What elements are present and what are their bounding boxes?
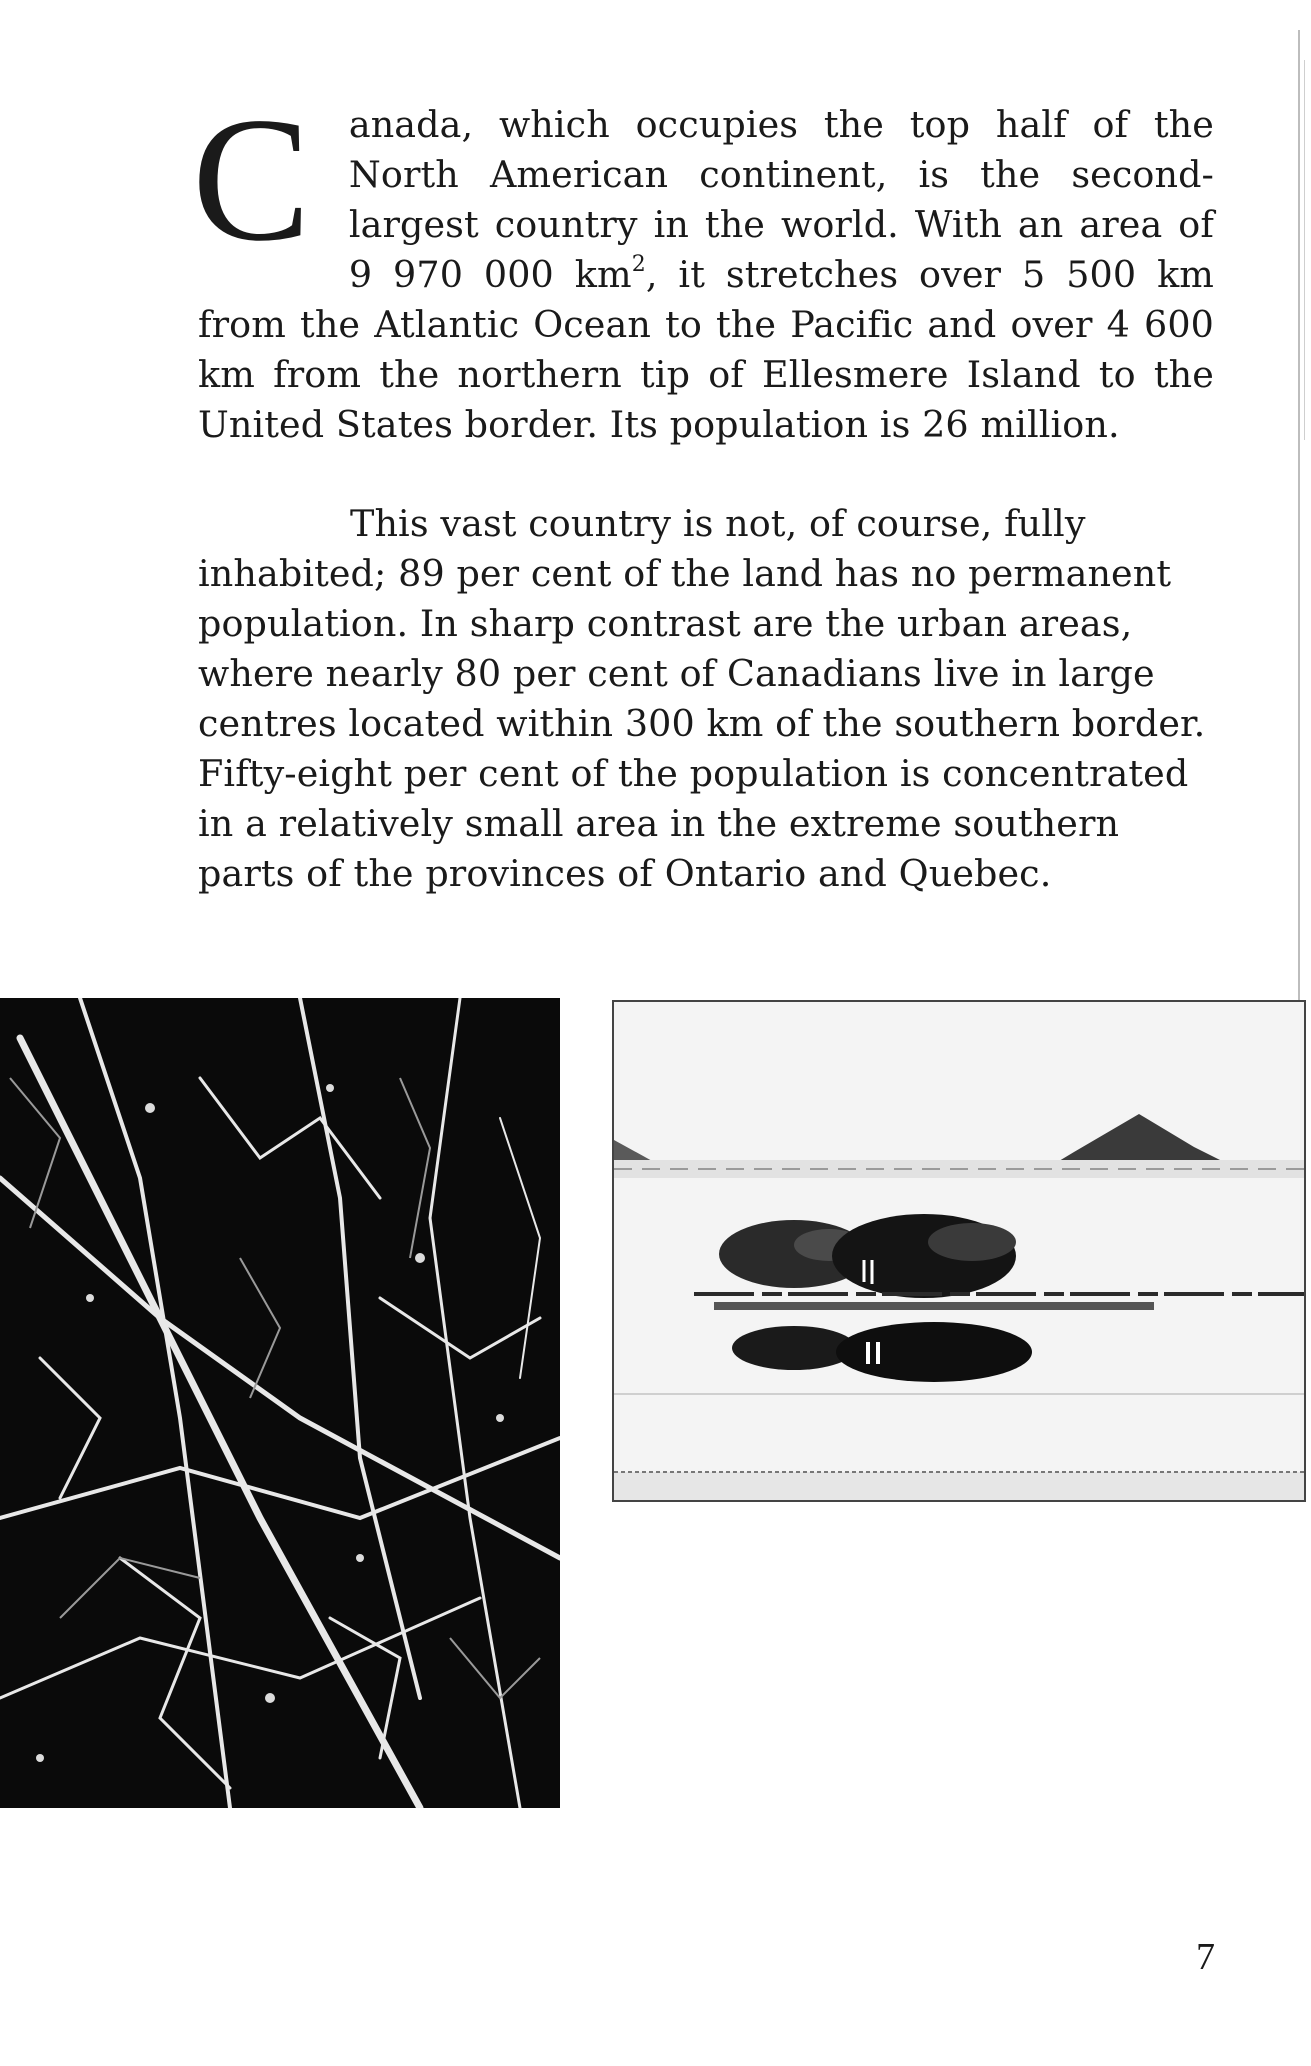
paragraph-1 [192, 80, 1215, 450]
superscript-two: 2 [631, 252, 646, 277]
body-text [192, 80, 1215, 899]
page-edge-shadow-inner [1304, 60, 1305, 440]
dropcap-letter: C [192, 80, 311, 278]
page-number: 7 [1196, 1936, 1215, 1978]
walrus-photo [612, 1000, 1306, 1502]
paragraph-2: This vast country is not, of course, fully inhabited; 89 per cent of the land has no permanent population. In sharp contrast are the urban areas, where nearly 80 per cent of Canadians live in large centres located within 300 km of the southern border. Fifty-eight per cent of the population is concentrated in a relatively small area in the extreme southern parts of the provinces of Ontario and Quebec. [198, 502, 1206, 895]
paragraph-1-text-a: anada, which occupies the top half of the North American continent, is the second-largest country in the world. With an area of 9 970 000 km [348, 103, 1214, 296]
walrus-illustration [614, 1002, 1304, 1500]
forest-photo [0, 998, 560, 1808]
forest-illustration [0, 998, 560, 1808]
paragraph-1-text-b: , it stretches over 5 500 km from the Atlantic Ocean to the Pacific and over 4 600 km from the northern tip of Ellesmere Island to the United States border. Its population is 26 million. [198, 253, 1215, 446]
